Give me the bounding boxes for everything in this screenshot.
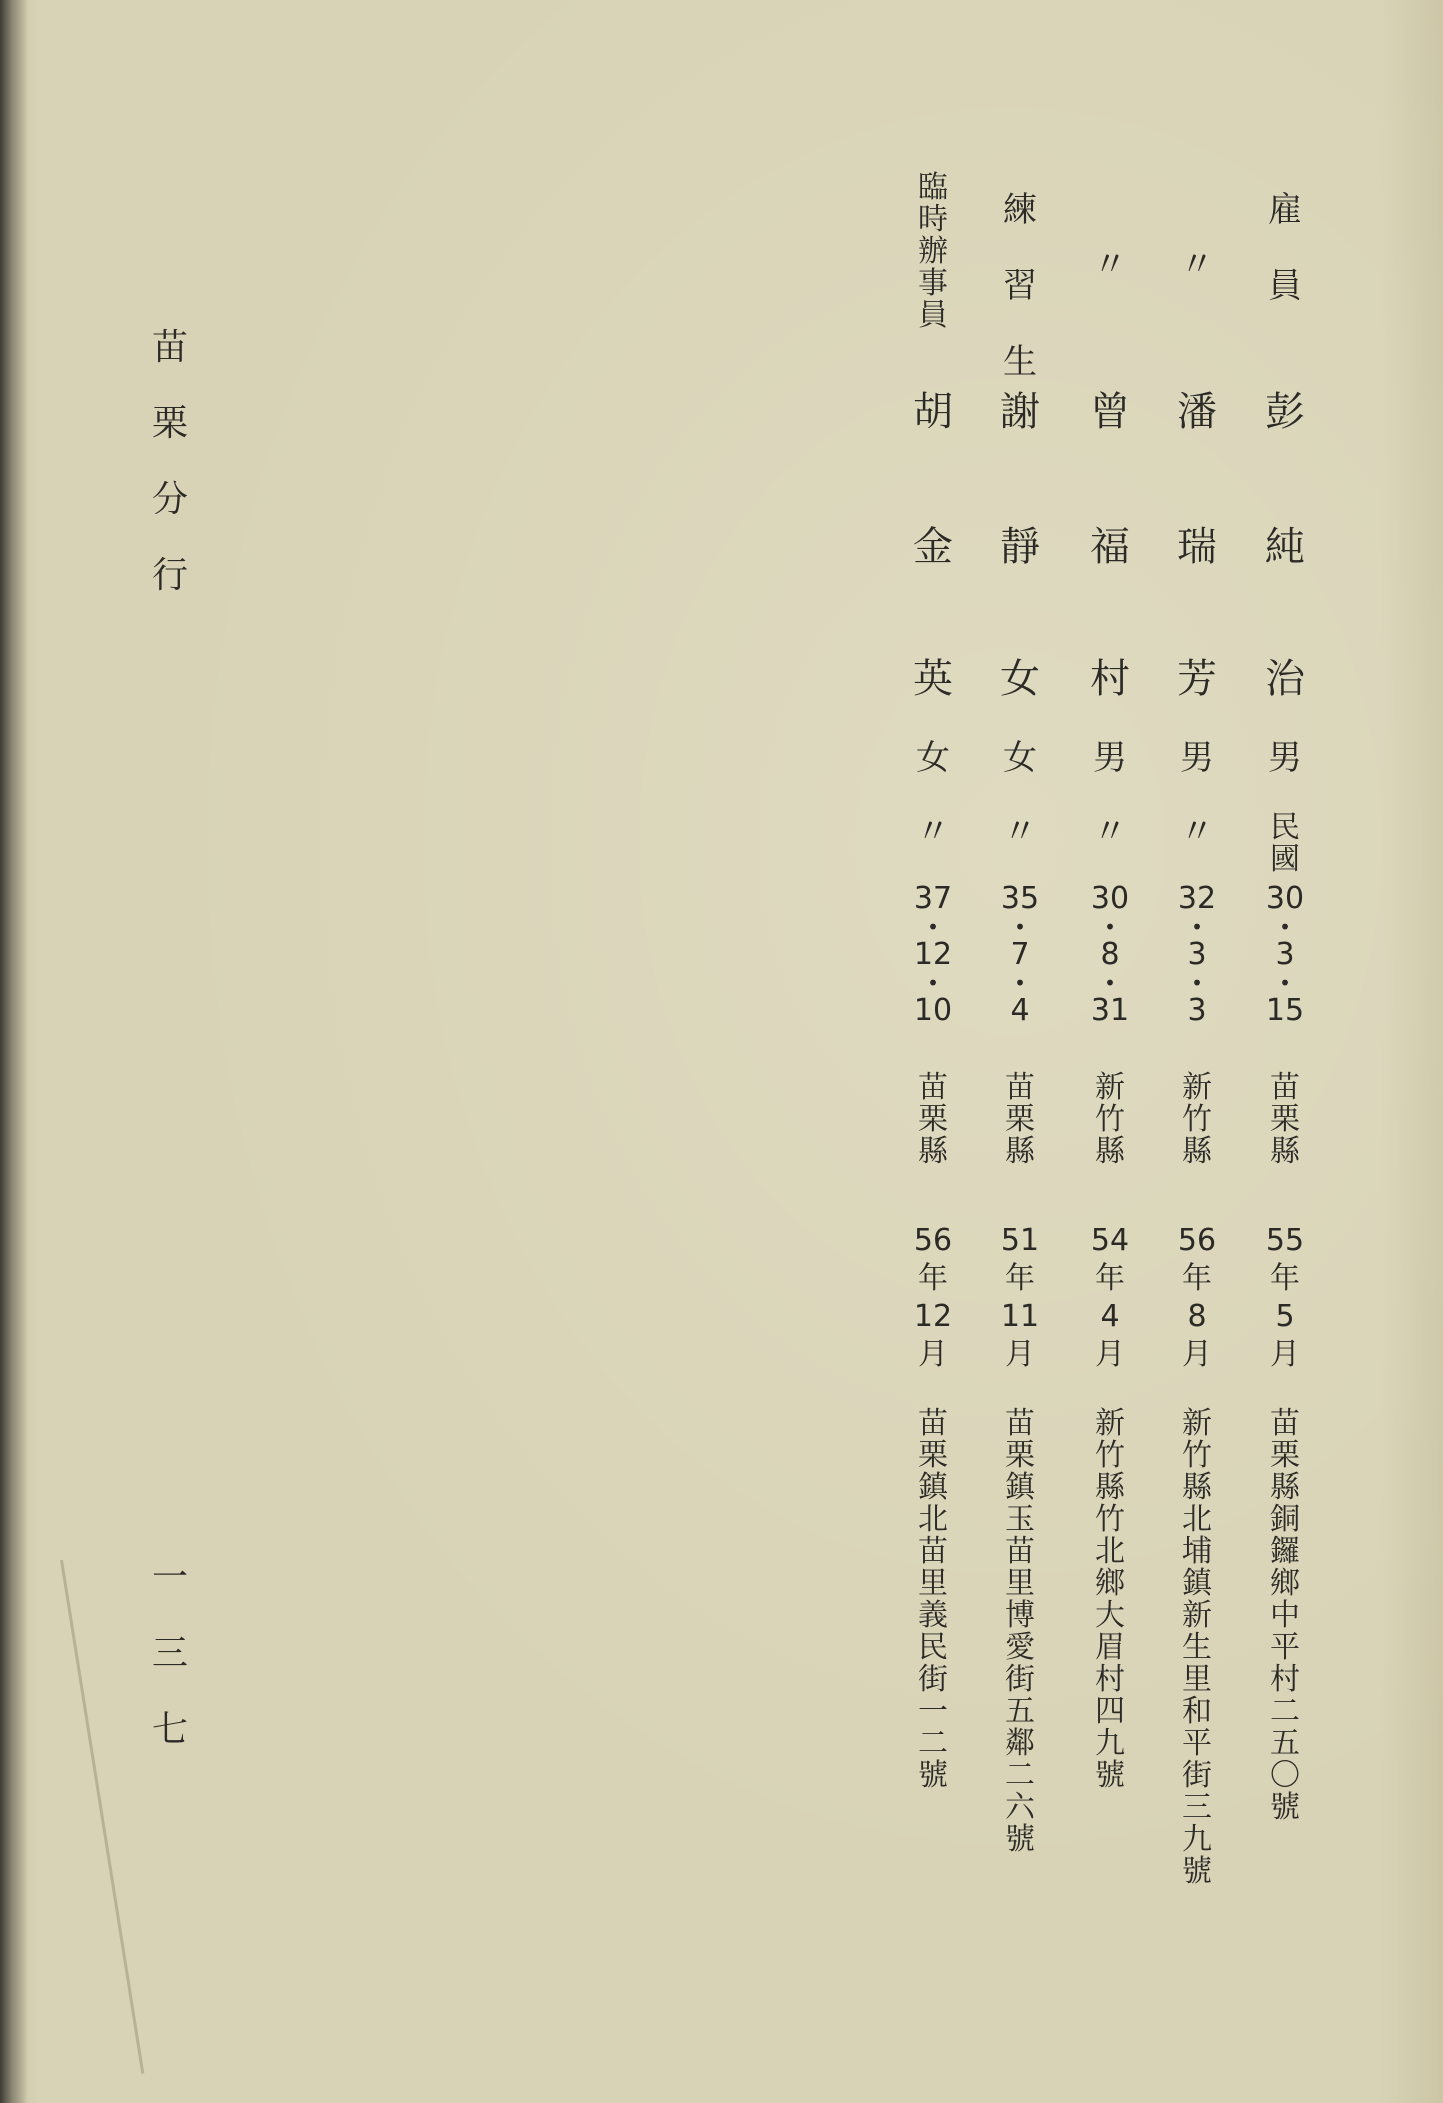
address-char: 玉 bbox=[1005, 1502, 1035, 1537]
record-surname bbox=[1255, 389, 1315, 435]
binding-shadow bbox=[0, 0, 28, 2103]
origin-char: 栗 bbox=[1005, 1102, 1035, 1137]
prefix-char: 〃 bbox=[1093, 812, 1127, 852]
birth-date-part: 30 bbox=[1090, 881, 1130, 916]
header-char: 三 bbox=[151, 1633, 188, 1674]
record-surname bbox=[1167, 389, 1227, 435]
name-char: 瑞 bbox=[1177, 524, 1217, 570]
address-char: 愛 bbox=[1005, 1630, 1035, 1665]
address-char: 苗 bbox=[1005, 1534, 1035, 1569]
gender-char: 男 bbox=[1180, 738, 1214, 778]
title-char: 習 bbox=[1003, 266, 1037, 306]
address-char: 里 bbox=[1005, 1566, 1035, 1601]
birth-date-part: 12 bbox=[913, 937, 953, 972]
hire-date-part: 55 bbox=[1265, 1223, 1305, 1258]
address-char: 栗 bbox=[918, 1438, 948, 1473]
birth-prefix bbox=[1080, 812, 1140, 852]
birth-date bbox=[990, 880, 1050, 1030]
address-char: 九 bbox=[1095, 1726, 1125, 1761]
record-origin bbox=[1167, 1072, 1227, 1168]
address-char: 銅 bbox=[1270, 1502, 1300, 1537]
address-char: 鎮 bbox=[1005, 1470, 1035, 1505]
address-char: 博 bbox=[1005, 1598, 1035, 1633]
title-char: 時 bbox=[918, 202, 948, 237]
address-char: 埔 bbox=[1182, 1534, 1212, 1569]
origin-char: 苗 bbox=[1005, 1070, 1035, 1105]
address-char: 北 bbox=[1182, 1502, 1212, 1537]
name-char: 純 bbox=[1265, 524, 1305, 570]
record-gender bbox=[990, 738, 1050, 778]
date-separator-dot: • bbox=[1104, 915, 1116, 939]
address-char: 鄰 bbox=[1005, 1726, 1035, 1761]
date-separator-dot: • bbox=[927, 915, 939, 939]
name-char: 女 bbox=[1000, 656, 1040, 702]
address-char: 苗 bbox=[1270, 1406, 1300, 1441]
prefix-char: 〃 bbox=[1003, 812, 1037, 852]
date-separator-dot: • bbox=[1104, 971, 1116, 995]
address-char: 和 bbox=[1182, 1694, 1212, 1729]
name-char: 曾 bbox=[1090, 389, 1130, 435]
record-title bbox=[1080, 245, 1140, 285]
record-address bbox=[1080, 1408, 1140, 1792]
address-char: 號 bbox=[1095, 1758, 1125, 1793]
birth-date-part: 30 bbox=[1265, 881, 1305, 916]
record-origin bbox=[1080, 1072, 1140, 1168]
address-char: 一 bbox=[918, 1694, 948, 1729]
title-char: 臨 bbox=[918, 170, 948, 205]
name-char: 彭 bbox=[1265, 389, 1305, 435]
header-char: 栗 bbox=[151, 403, 188, 444]
record-surname bbox=[990, 389, 1050, 435]
section-title bbox=[140, 310, 200, 614]
address-char: 里 bbox=[1182, 1662, 1212, 1697]
record-title bbox=[1255, 172, 1315, 324]
address-char: 鄉 bbox=[1270, 1566, 1300, 1601]
gender-char: 男 bbox=[1093, 738, 1127, 778]
address-char: 〇 bbox=[1270, 1758, 1300, 1793]
address-char: 九 bbox=[1182, 1822, 1212, 1857]
date-separator-dot: • bbox=[1191, 971, 1203, 995]
date-separator-dot: • bbox=[1279, 971, 1291, 995]
address-char: 生 bbox=[1182, 1630, 1212, 1665]
birth-date bbox=[1255, 880, 1315, 1030]
record-title bbox=[903, 172, 963, 332]
record-row-3 bbox=[1080, 0, 1140, 2103]
header-char: 行 bbox=[151, 555, 188, 596]
address-char: 號 bbox=[1270, 1790, 1300, 1825]
birth-date-part: 35 bbox=[1000, 881, 1040, 916]
address-char: 街 bbox=[918, 1662, 948, 1697]
header-char: 一 bbox=[151, 1557, 188, 1598]
address-char: 北 bbox=[1095, 1534, 1125, 1569]
birth-prefix bbox=[1167, 812, 1227, 852]
hire-date-part: 8 bbox=[1187, 1299, 1207, 1334]
address-char: 縣 bbox=[1095, 1470, 1125, 1505]
address-char: 新 bbox=[1182, 1598, 1212, 1633]
name-char: 村 bbox=[1090, 656, 1130, 702]
origin-char: 新 bbox=[1182, 1070, 1212, 1105]
address-char: 眉 bbox=[1095, 1630, 1125, 1665]
origin-char: 縣 bbox=[918, 1134, 948, 1169]
birth-date-part: 3 bbox=[1187, 993, 1207, 1028]
address-char: 三 bbox=[1182, 1790, 1212, 1825]
origin-char: 竹 bbox=[1182, 1102, 1212, 1137]
prefix-char: 〃 bbox=[916, 812, 950, 852]
origin-char: 縣 bbox=[1005, 1134, 1035, 1169]
record-title bbox=[990, 172, 1050, 400]
name-char: 福 bbox=[1090, 524, 1130, 570]
origin-char: 苗 bbox=[1270, 1070, 1300, 1105]
title-char: 生 bbox=[1003, 342, 1037, 382]
birth-date-part: 4 bbox=[1010, 993, 1030, 1028]
header-char: 七 bbox=[151, 1709, 188, 1750]
hire-date-part: 年 bbox=[918, 1261, 948, 1296]
address-char: 義 bbox=[918, 1598, 948, 1633]
hire-date bbox=[1167, 1222, 1227, 1374]
prefix-char: 民 bbox=[1270, 810, 1300, 845]
record-row-5 bbox=[903, 0, 963, 2103]
address-char: 二 bbox=[1005, 1758, 1035, 1793]
hire-date-part: 51 bbox=[1000, 1223, 1040, 1258]
hire-date-part: 年 bbox=[1095, 1261, 1125, 1296]
address-char: 鎮 bbox=[918, 1470, 948, 1505]
hire-date-part: 月 bbox=[1005, 1337, 1035, 1372]
date-separator-dot: • bbox=[1014, 971, 1026, 995]
record-gender bbox=[1255, 738, 1315, 778]
gender-char: 女 bbox=[916, 738, 950, 778]
address-char: 四 bbox=[1095, 1694, 1125, 1729]
record-surname bbox=[903, 389, 963, 435]
origin-char: 縣 bbox=[1182, 1134, 1212, 1169]
address-char: 新 bbox=[1182, 1406, 1212, 1441]
address-char: 平 bbox=[1182, 1726, 1212, 1761]
record-address bbox=[903, 1408, 963, 1792]
birth-date-part: 32 bbox=[1177, 881, 1217, 916]
date-separator-dot: • bbox=[1191, 915, 1203, 939]
address-char: 栗 bbox=[1270, 1438, 1300, 1473]
address-char: 號 bbox=[918, 1758, 948, 1793]
prefix-char: 國 bbox=[1270, 842, 1300, 877]
gender-char: 女 bbox=[1003, 738, 1037, 778]
birth-prefix bbox=[990, 812, 1050, 852]
address-char: 苗 bbox=[918, 1406, 948, 1441]
gender-char: 男 bbox=[1268, 738, 1302, 778]
title-char: 雇 bbox=[1268, 190, 1302, 230]
hire-date-part: 4 bbox=[1100, 1299, 1120, 1334]
origin-char: 栗 bbox=[1270, 1102, 1300, 1137]
title-char: 〃 bbox=[1093, 245, 1127, 285]
address-char: 街 bbox=[1005, 1662, 1035, 1697]
page-number bbox=[140, 1540, 200, 1768]
name-char: 謝 bbox=[1000, 389, 1040, 435]
address-char: 五 bbox=[1270, 1726, 1300, 1761]
birth-date-part: 10 bbox=[913, 993, 953, 1028]
hire-date bbox=[903, 1222, 963, 1374]
birth-prefix bbox=[1255, 812, 1315, 876]
name-char: 治 bbox=[1265, 656, 1305, 702]
paper-crease bbox=[60, 1560, 144, 2074]
date-separator-dot: • bbox=[927, 971, 939, 995]
address-char: 縣 bbox=[1182, 1470, 1212, 1505]
birth-date-part: 3 bbox=[1187, 937, 1207, 972]
birth-date bbox=[1080, 880, 1140, 1030]
record-origin bbox=[1255, 1072, 1315, 1168]
origin-char: 新 bbox=[1095, 1070, 1125, 1105]
address-char: 民 bbox=[918, 1630, 948, 1665]
name-char: 靜 bbox=[1000, 524, 1040, 570]
origin-char: 縣 bbox=[1095, 1134, 1125, 1169]
hire-date-part: 56 bbox=[913, 1223, 953, 1258]
record-gender bbox=[1167, 738, 1227, 778]
birth-date-part: 31 bbox=[1090, 993, 1130, 1028]
origin-char: 縣 bbox=[1270, 1134, 1300, 1169]
birth-date-part: 15 bbox=[1265, 993, 1305, 1028]
address-char: 五 bbox=[1005, 1694, 1035, 1729]
birth-date-part: 3 bbox=[1275, 937, 1295, 972]
title-char: 員 bbox=[918, 298, 948, 333]
record-row-4 bbox=[990, 0, 1050, 2103]
record-address bbox=[1255, 1408, 1315, 1824]
address-char: 北 bbox=[918, 1502, 948, 1537]
record-row-2 bbox=[1167, 0, 1227, 2103]
title-char: 事 bbox=[918, 266, 948, 301]
record-gender bbox=[903, 738, 963, 778]
address-char: 竹 bbox=[1182, 1438, 1212, 1473]
hire-date-part: 月 bbox=[1095, 1337, 1125, 1372]
address-char: 二 bbox=[1270, 1694, 1300, 1729]
address-char: 號 bbox=[1005, 1822, 1035, 1857]
title-char: 辦 bbox=[918, 234, 948, 269]
address-char: 村 bbox=[1270, 1662, 1300, 1697]
name-char: 潘 bbox=[1177, 389, 1217, 435]
hire-date-part: 年 bbox=[1270, 1261, 1300, 1296]
record-address bbox=[1167, 1408, 1227, 1888]
address-char: 竹 bbox=[1095, 1438, 1125, 1473]
hire-date-part: 年 bbox=[1182, 1261, 1212, 1296]
hire-date-part: 12 bbox=[913, 1299, 953, 1334]
record-origin bbox=[990, 1072, 1050, 1168]
hire-date bbox=[1080, 1222, 1140, 1374]
record-row-1 bbox=[1255, 0, 1315, 2103]
record-title bbox=[1167, 245, 1227, 285]
address-char: 大 bbox=[1095, 1598, 1125, 1633]
hire-date-part: 11 bbox=[1000, 1299, 1040, 1334]
record-gender bbox=[1080, 738, 1140, 778]
title-char: 練 bbox=[1003, 190, 1037, 230]
hire-date bbox=[1255, 1222, 1315, 1374]
hire-date-part: 月 bbox=[1182, 1337, 1212, 1372]
address-char: 里 bbox=[918, 1566, 948, 1601]
origin-char: 栗 bbox=[918, 1102, 948, 1137]
name-char: 金 bbox=[913, 524, 953, 570]
address-char: 街 bbox=[1182, 1758, 1212, 1793]
prefix-char: 〃 bbox=[1180, 812, 1214, 852]
name-char: 英 bbox=[913, 656, 953, 702]
address-char: 縣 bbox=[1270, 1470, 1300, 1505]
date-separator-dot: • bbox=[1014, 915, 1026, 939]
birth-date-part: 8 bbox=[1100, 937, 1120, 972]
hire-date-part: 54 bbox=[1090, 1223, 1130, 1258]
hire-date-part: 月 bbox=[918, 1337, 948, 1372]
hire-date-part: 5 bbox=[1275, 1299, 1295, 1334]
header-column bbox=[140, 0, 200, 2103]
birth-date bbox=[903, 880, 963, 1030]
address-char: 新 bbox=[1095, 1406, 1125, 1441]
header-char: 分 bbox=[151, 479, 188, 520]
address-char: 苗 bbox=[1005, 1406, 1035, 1441]
address-char: 二 bbox=[918, 1726, 948, 1761]
date-separator-dot: • bbox=[1279, 915, 1291, 939]
birth-prefix bbox=[903, 812, 963, 852]
record-address bbox=[990, 1408, 1050, 1856]
address-char: 鎮 bbox=[1182, 1566, 1212, 1601]
hire-date bbox=[990, 1222, 1050, 1374]
hire-date-part: 月 bbox=[1270, 1337, 1300, 1372]
header-char: 苗 bbox=[151, 327, 188, 368]
address-char: 鑼 bbox=[1270, 1534, 1300, 1569]
title-char: 〃 bbox=[1180, 245, 1214, 285]
record-origin bbox=[903, 1072, 963, 1168]
address-char: 栗 bbox=[1005, 1438, 1035, 1473]
name-char: 胡 bbox=[913, 389, 953, 435]
address-char: 平 bbox=[1270, 1630, 1300, 1665]
name-char: 芳 bbox=[1177, 656, 1217, 702]
birth-date bbox=[1167, 880, 1227, 1030]
hire-date-part: 56 bbox=[1177, 1223, 1217, 1258]
title-char: 員 bbox=[1268, 266, 1302, 306]
birth-date-part: 7 bbox=[1010, 937, 1030, 972]
origin-char: 苗 bbox=[918, 1070, 948, 1105]
hire-date-part: 年 bbox=[1005, 1261, 1035, 1296]
address-char: 苗 bbox=[918, 1534, 948, 1569]
address-char: 六 bbox=[1005, 1790, 1035, 1825]
address-char: 竹 bbox=[1095, 1502, 1125, 1537]
record-surname bbox=[1080, 389, 1140, 435]
address-char: 村 bbox=[1095, 1662, 1125, 1697]
origin-char: 竹 bbox=[1095, 1102, 1125, 1137]
address-char: 中 bbox=[1270, 1598, 1300, 1633]
address-char: 號 bbox=[1182, 1854, 1212, 1889]
address-char: 鄉 bbox=[1095, 1566, 1125, 1601]
birth-date-part: 37 bbox=[913, 881, 953, 916]
